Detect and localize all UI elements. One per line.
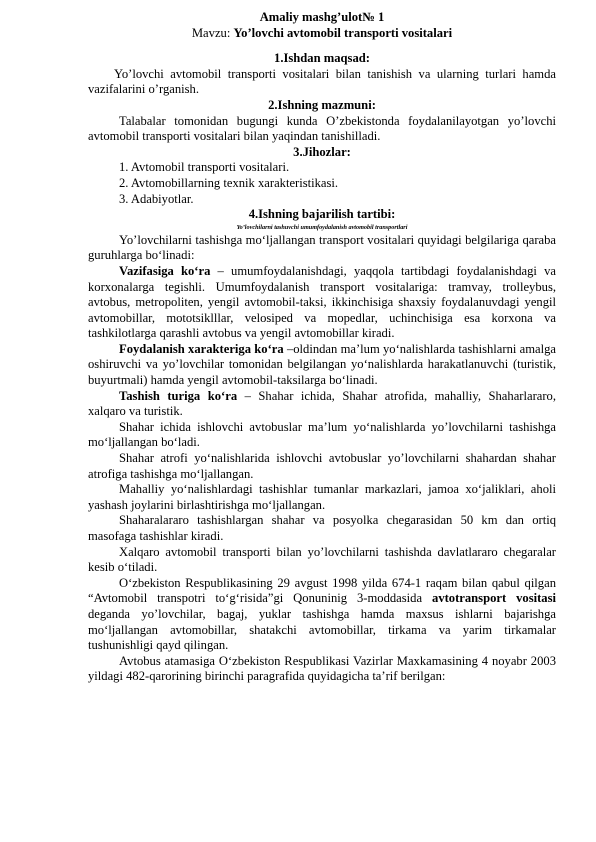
list-item: 1. Avtomobil transporti vositalari. <box>119 160 290 175</box>
paragraph-bus-definition: Avtobus atamasiga O‘zbekiston Respublikasi Vazirlar Maxkamasining 4 noyabr 2003 yildagi 482-qarorining birinchi paragrafida quyidagicha ta’rif berilgan: <box>88 653 556 684</box>
paragraph-transport-type-text: – Shahar ichida, Shahar atrofida, mahalliy, Shaharlararo, xalqaro va turistik. <box>88 388 556 419</box>
list-item: 2. Avtomobillarning texnik xarakteristikasi. <box>119 175 339 190</box>
paragraph-purpose <box>88 264 556 342</box>
term-vehicle: avtotransport vositasi <box>432 591 557 606</box>
equipment-list <box>88 160 556 207</box>
list-item: 3. Adabiyotlar. <box>119 191 194 206</box>
paragraph-usage-text: –oldindan ma’lum yo‘nalishlarda tashishlarni amalga oshiruvchi va yo’lovchilar tomonidan belgilangan yo‘nalishlarda harakatlanuvchi (turistik, buyurtmali) hamda yengil avtomobil-taksilarga bo‘linadi. <box>88 341 557 388</box>
paragraph-international: Xalqaro avtomobil transporti bilan yo’lovchilarni tashishda davlatlararo chegaralar kesib o‘tiladi. <box>88 544 556 575</box>
paragraph-intercity: Shaharalararo tashishlargan shahar va posyolka chegarasidan 50 km dan ortiq masofaga tashishlar kiradi. <box>88 513 556 543</box>
subject-prefix: Mavzu: <box>191 25 234 40</box>
section4-caption: Yo’lovchilarni tashuvchi umumfoydalanish avtomobil transportlari <box>236 223 408 231</box>
subject-title: Yo’lovchi avtomobil transporti vositalari <box>233 25 453 40</box>
term-transport-type: Tashish turiga ko‘ra <box>119 388 238 403</box>
paragraph-local: Mahalliy yo‘nalishlardagi tashishlar tumanlar markazlari, jamoa xo‘jaliklari, aholi yashash joylarini birlashtirishga mo‘ljallangan. <box>88 482 556 512</box>
term-purpose: Vazifasiga ko‘ra <box>119 263 211 278</box>
paragraph-suburban: Shahar atrofi yo‘nalishlarida ishlovchi avtobuslar yo’lovchilarni shahardan shahar atrofiga tashishga mo‘ljallangan. <box>88 451 556 481</box>
paragraph-law <box>88 576 556 654</box>
document-subject <box>88 26 556 42</box>
paragraph-law-text-b: deganda yo’lovchilar, bagaj, yuklar tashishga hamda maxsus ishlarni bajarishga mo‘ljallangan avtomobillar, shatakchi avtomobillar, tirkama va yarim tirkamalar tushunishligi qayd qilingan. <box>88 606 556 653</box>
section2-heading: 2.Ishning mazmuni: <box>268 97 376 112</box>
term-usage: Foydalanish xarakteriga ko‘ra <box>119 341 284 356</box>
paragraph-law-text-a: O‘zbekiston Respublikasining 29 avgust 1998 yilda 674-1 raqam bilan qabul qilgan “Avtomobil transpotri to‘g‘risida”gi Qonuninig 3-moddasida <box>88 575 556 606</box>
section1-heading: 1.Ishdan maqsad: <box>274 51 370 66</box>
document-title: Amaliy mashg’ulot№ 1 <box>259 10 385 24</box>
paragraph-city: Shahar ichida ishlovchi avtobuslar ma’lum yo‘nalishlarda yo’lovchilarni tashishga mo‘ljallangan bo‘ladi. <box>88 419 556 450</box>
section3-heading: 3.Jihozlar: <box>293 144 351 159</box>
paragraph-transport-type <box>88 389 556 420</box>
section4-heading: 4.Ishning bajarilish tartibi: <box>248 207 396 222</box>
section2-text: Talabalar tomonidan bugungi kunda O’zbekistonda foydalanilayotgan yo’lovchi avtomobil transporti vositalari bilan yaqindan tanishilladi. <box>88 113 556 144</box>
paragraph-usage <box>88 342 556 389</box>
section1-text: Yo’lovchi avtomobil transporti vositalari bilan tanishish va ularning turlari hamda vazifalarini o’rganish. <box>88 66 556 97</box>
paragraph-groups: Yo’lovchilarni tashishga mo‘ljallangan transport vositalari quyidagi belgilariga qaraba guruhlarga bo‘linadi: <box>88 232 556 263</box>
paragraph-purpose-text: – umumfoydalanishdagi, yaqqola tartibdagi foydalanishdagi va korxonalarga tegishli. Umumfoydalanish transport vositalariga: tramvay, trolleybus, avtobus, metropoliten, yengil avtomobil-taksi, ikkinchisiga shaxsiy foydalanuvdagi yengil avtomobillar, mototsiklllar, velosiped va mopedlar, uchinchisiga esa korxona va tashkilotlarga qarashli avtobus va yengil avtomobillar kiradi. <box>88 263 556 341</box>
